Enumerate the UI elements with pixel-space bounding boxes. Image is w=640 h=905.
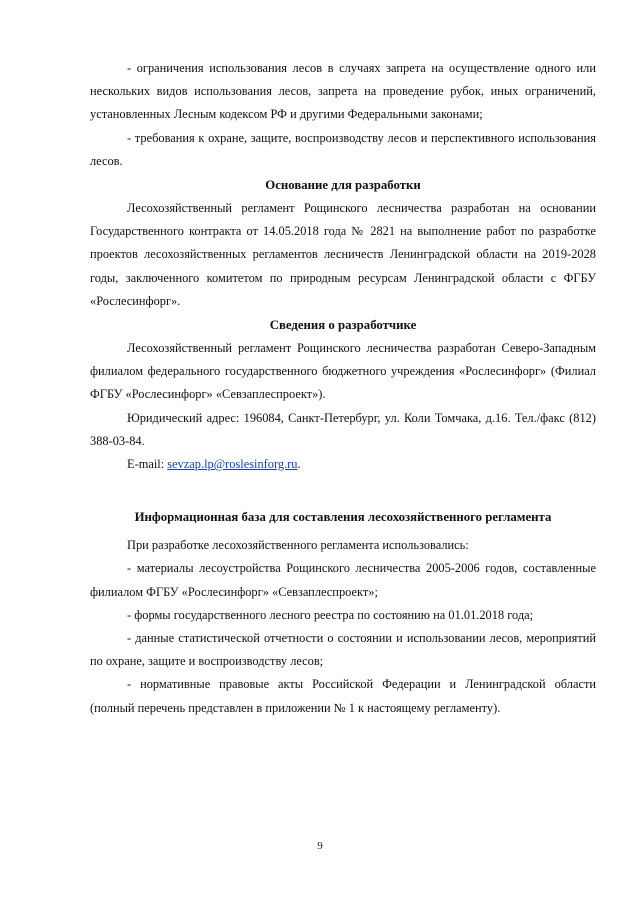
heading-basis: Основание для разработки [265, 178, 421, 193]
info-base-item: - формы государственного лесного реестра по состоянию на 01.01.2018 года; [127, 607, 534, 622]
heading-developer: Сведения о разработчике [269, 318, 417, 333]
basis-paragraph: Лесохозяйственный регламент Рощинского лесничества разработан на основании Государственного контракта от 14.05.2018 года № 2821 на выполнение работ по разработке проектов лесохозяйственных регламентов лесничеств Ленинградской области на 2019-2028 годы, заключенного комитетом по природным ресурсам Ленинградской области с ФГБУ «Рослесинфорг». [90, 201, 596, 308]
page-content [90, 57, 596, 720]
email-link[interactable]: sevzap.lp@roslesinforg.ru [167, 457, 298, 472]
intro-paragraph-restrictions: - ограничения использования лесов в случаях запрета на осуществление одного или нескольких видов использования лесов, запрета на проведение рубок, иных ограничений, установленных Лесным кодексом РФ и другими Федеральными законами; [90, 61, 596, 122]
developer-email-line [90, 453, 596, 476]
intro-paragraph-requirements: - требования к охране, защите, воспроизводству лесов и перспективного использования лесов. [90, 130, 596, 168]
info-base-item: - нормативные правовые акты Российской Федерации и Ленинградской области (полный перечень представлен в приложении № 1 к настоящему регламенту). [90, 677, 596, 715]
developer-address: Юридический адрес: 196084, Санкт-Петербург, ул. Коли Томчака, д.16. Тел./факс (812) 388-03-84. [90, 410, 596, 448]
email-label: E-mail: [127, 457, 168, 472]
info-base-item: - данные статистической отчетности о состоянии и использовании лесов, мероприятий по охране, защите и воспроизводству лесов; [90, 631, 596, 669]
page-number: 9 [317, 840, 323, 852]
developer-paragraph: Лесохозяйственный регламент Рощинского лесничества разработан Северо-Западным филиалом федерального государственного бюджетного учреждения «Рослесинфорг» (Филиал ФГБУ «Рослесинфорг» «Севзаплеспроект»). [90, 341, 596, 402]
email-end: . [297, 457, 301, 472]
heading-info-base: Информационная база для составления лесохозяйственного регламента [134, 510, 552, 525]
info-base-intro: При разработке лесохозяйственного регламента использовались: [127, 538, 469, 553]
info-base-item: - материалы лесоустройства Рощинского лесничества 2005-2006 годов, составленные филиалом ФГБУ «Рослесинфорг» «Севзаплеспроект»; [90, 561, 596, 599]
